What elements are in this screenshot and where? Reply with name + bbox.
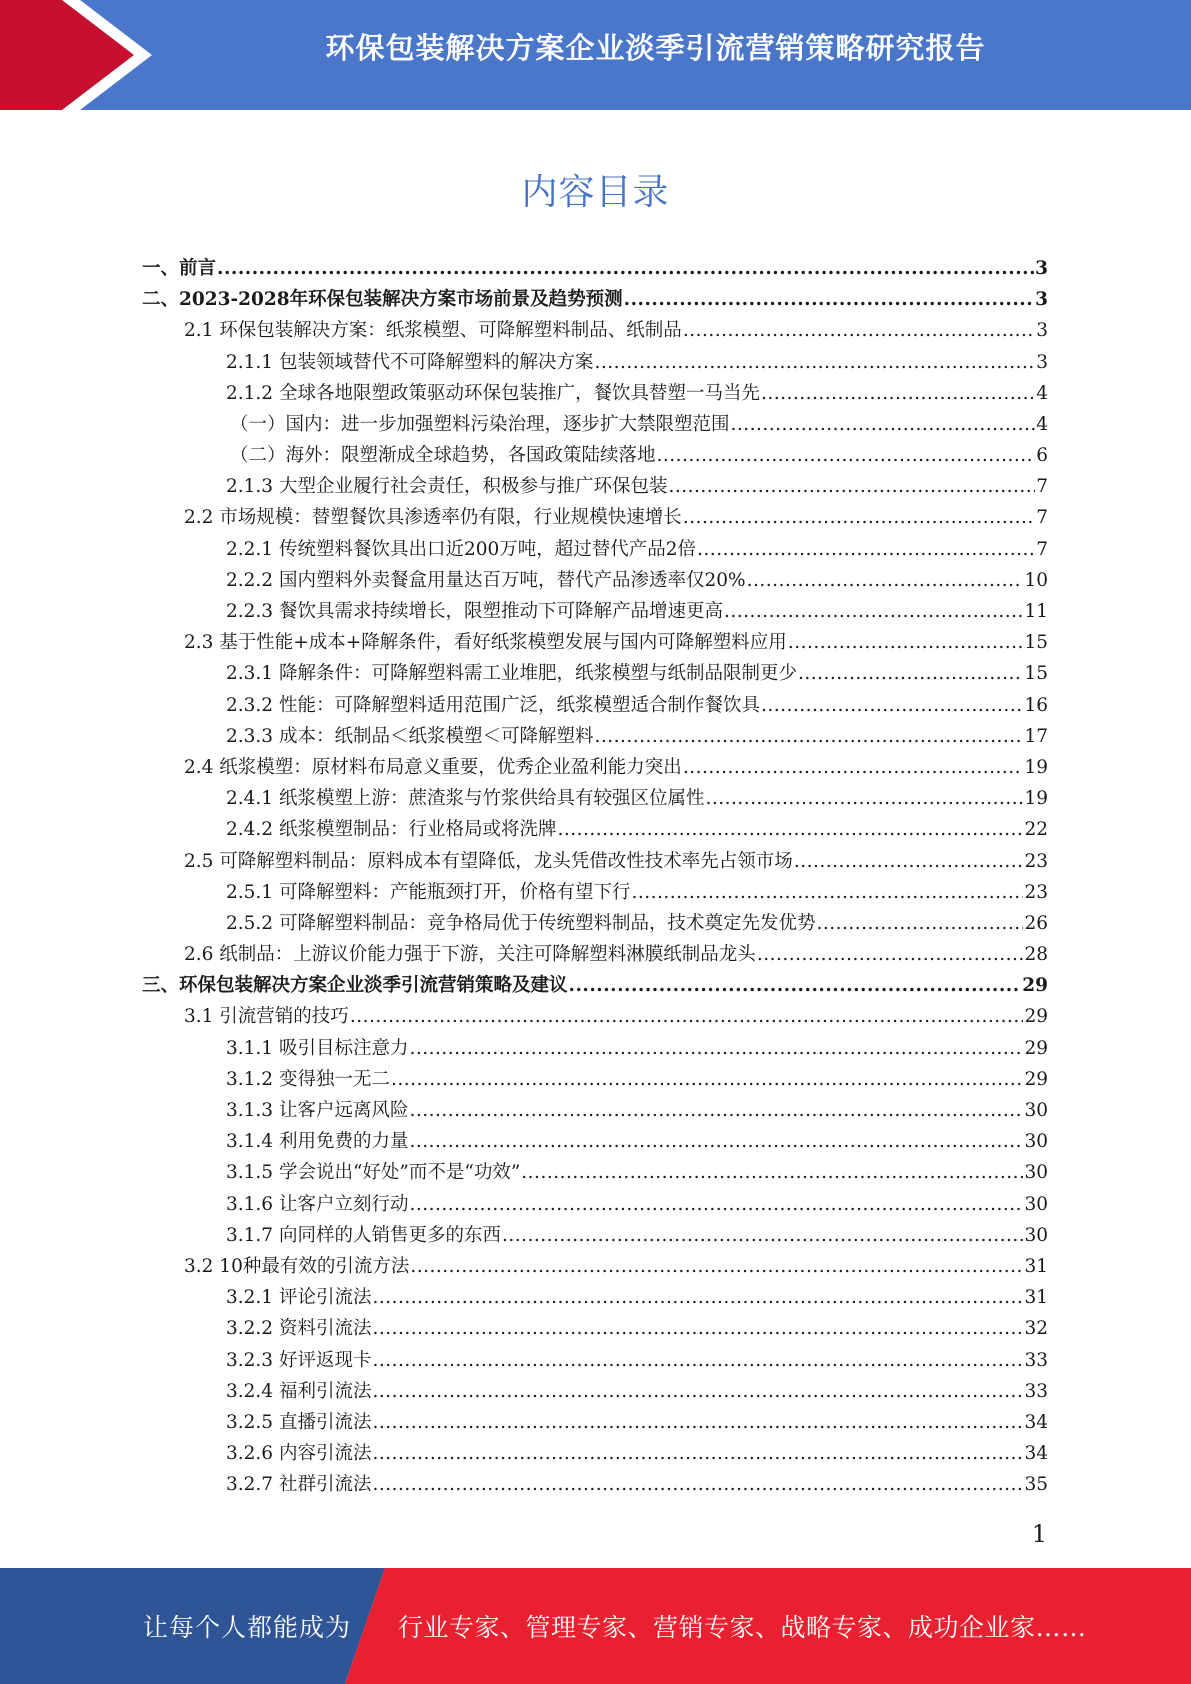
toc-leader-dots bbox=[731, 409, 1036, 440]
toc-entry[interactable] bbox=[142, 939, 1048, 970]
toc-entry[interactable] bbox=[142, 1282, 1048, 1313]
toc-entry-text: 2.6 纸制品：上游议价能力强于下游，关注可降解塑料淋膜纸制品龙头 bbox=[184, 944, 756, 966]
page-footer bbox=[0, 1568, 1191, 1684]
toc-leader-dots bbox=[372, 1313, 1023, 1344]
toc-entry-page: 33 bbox=[1024, 1380, 1048, 1402]
toc-entry[interactable] bbox=[142, 1345, 1048, 1376]
toc-leader-dots bbox=[372, 1407, 1023, 1438]
toc-entry-text: 2.5 可降解塑料制品：原料成本有望降低，龙头凭借改性技术率先占领市场 bbox=[184, 850, 793, 872]
toc-entry-text: 三、环保包装解决方案企业淡季引流营销策略及建议 bbox=[142, 975, 568, 997]
toc-entry-text: 3.2 10种最有效的引流方法 bbox=[184, 1255, 410, 1277]
page-number: 1 bbox=[1031, 1520, 1047, 1548]
toc-entry-page: 29 bbox=[1024, 1037, 1048, 1059]
toc-entry-page: 32 bbox=[1024, 1318, 1048, 1340]
toc-entry[interactable] bbox=[142, 1002, 1048, 1033]
toc-leader-dots bbox=[798, 658, 1023, 689]
toc-entry[interactable] bbox=[142, 503, 1048, 534]
toc-entry-page: 35 bbox=[1024, 1474, 1048, 1496]
toc-leader-dots bbox=[816, 908, 1023, 939]
toc-leader-dots bbox=[372, 1438, 1023, 1469]
toc-entry-page: 23 bbox=[1024, 850, 1048, 872]
toc-entry-page: 6 bbox=[1036, 445, 1048, 467]
toc-entry-text: 3.1 引流营销的技巧 bbox=[184, 1006, 349, 1028]
toc-leader-dots bbox=[409, 1126, 1023, 1157]
toc-entry-text: 2.4 纸浆模塑：原材料布局意义重要，优秀企业盈利能力突出 bbox=[184, 756, 682, 778]
toc-entry-text: 3.2.4 福利引流法 bbox=[226, 1380, 372, 1402]
toc-entry-page: 7 bbox=[1036, 507, 1048, 529]
toc-leader-dots bbox=[372, 1282, 1023, 1313]
toc-entry-text: 3.1.1 吸引目标注意力 bbox=[226, 1037, 409, 1059]
table-of-contents bbox=[142, 253, 1048, 1501]
toc-leader-dots bbox=[668, 471, 1035, 502]
toc-entry-text: 一、前言 bbox=[142, 257, 217, 279]
toc-entry-text: 3.1.7 向同样的人销售更多的东西 bbox=[226, 1224, 501, 1246]
toc-entry-text: 3.2.7 社群引流法 bbox=[226, 1474, 372, 1496]
toc-entry[interactable] bbox=[142, 690, 1048, 721]
toc-entry-page: 17 bbox=[1024, 725, 1048, 747]
toc-leader-dots bbox=[705, 783, 1023, 814]
toc-entry[interactable] bbox=[142, 908, 1048, 939]
toc-entry-text: 2.2.1 传统塑料餐饮具出口近200万吨，超过替代产品2倍 bbox=[226, 538, 697, 560]
toc-leader-dots bbox=[631, 877, 1023, 908]
toc-entry-page: 3 bbox=[1036, 351, 1048, 373]
header-red-chevron bbox=[0, 0, 160, 110]
toc-leader-dots bbox=[409, 1033, 1023, 1064]
toc-leader-dots bbox=[788, 627, 1024, 658]
toc-leader-dots bbox=[372, 1469, 1023, 1500]
toc-leader-dots bbox=[794, 846, 1024, 877]
toc-entry-page: 15 bbox=[1024, 632, 1048, 654]
toc-entry-page: 7 bbox=[1036, 476, 1048, 498]
toc-entry-text: 2.3.3 成本：纸制品＜纸浆模塑＜可降解塑料 bbox=[226, 725, 594, 747]
toc-entry[interactable] bbox=[142, 970, 1048, 1001]
toc-entry-page: 30 bbox=[1024, 1131, 1048, 1153]
toc-entry[interactable] bbox=[142, 783, 1048, 814]
toc-entry[interactable] bbox=[142, 253, 1048, 284]
toc-leader-dots bbox=[761, 690, 1023, 721]
toc-entry-page: 10 bbox=[1024, 569, 1048, 591]
toc-entry[interactable] bbox=[142, 1438, 1048, 1469]
toc-entry-page: 4 bbox=[1036, 413, 1048, 435]
toc-entry-text: 2.2 市场规模：替塑餐饮具渗透率仍有限，行业规模快速增长 bbox=[184, 507, 682, 529]
toc-leader-dots bbox=[747, 565, 1024, 596]
toc-entry[interactable] bbox=[142, 877, 1048, 908]
toc-entry[interactable] bbox=[142, 315, 1048, 346]
toc-entry-text: 2.2.3 餐饮具需求持续增长，限塑推动下可降解产品增速更高 bbox=[226, 601, 723, 623]
header-title: 环保包装解决方案企业淡季引流营销策略研究报告 bbox=[325, 31, 986, 65]
toc-leader-dots bbox=[683, 752, 1024, 783]
toc-entry[interactable] bbox=[142, 471, 1048, 502]
toc-entry-text: 2.1.1 包装领域替代不可降解塑料的解决方案 bbox=[226, 351, 594, 373]
toc-entry-text: 3.1.5 学会说出“好处”而不是“功效” bbox=[226, 1162, 521, 1184]
toc-entry[interactable] bbox=[142, 1220, 1048, 1251]
toc-entry-text: 3.2.5 直播引流法 bbox=[226, 1411, 372, 1433]
toc-entry-text: 2.4.1 纸浆模塑上游：蔗渣浆与竹浆供给具有较强区位属性 bbox=[226, 788, 705, 810]
toc-entry-page: 3 bbox=[1036, 320, 1048, 342]
toc-entry-page: 34 bbox=[1024, 1411, 1048, 1433]
toc-entry[interactable] bbox=[142, 409, 1048, 440]
toc-entry-text: 2.4.2 纸浆模塑制品：行业格局或将洗牌 bbox=[226, 819, 557, 841]
toc-entry-page: 28 bbox=[1024, 944, 1048, 966]
toc-entry-text: 3.2.2 资料引流法 bbox=[226, 1318, 372, 1340]
toc-leader-dots bbox=[594, 721, 1023, 752]
toc-leader-dots bbox=[409, 1189, 1023, 1220]
toc-entry[interactable] bbox=[142, 534, 1048, 565]
toc-entry-text: 2.2.2 国内塑料外卖餐盒用量达百万吨，替代产品渗透率仅20% bbox=[226, 569, 746, 591]
toc-entry-page: 11 bbox=[1024, 601, 1048, 623]
toc-leader-dots bbox=[761, 378, 1035, 409]
toc-entry[interactable] bbox=[142, 1157, 1048, 1188]
toc-entry-page: 30 bbox=[1024, 1224, 1048, 1246]
toc-entry[interactable] bbox=[142, 1126, 1048, 1157]
toc-leader-dots bbox=[350, 1001, 1024, 1032]
toc-entry-page: 22 bbox=[1024, 819, 1048, 841]
toc-leader-dots bbox=[409, 1095, 1023, 1126]
toc-entry-page: 3 bbox=[1035, 289, 1048, 311]
toc-leader-dots bbox=[657, 440, 1036, 471]
toc-leader-dots bbox=[372, 1345, 1023, 1376]
toc-entry-text: 二、2023-2028年环保包装解决方案市场前景及趋势预测 bbox=[142, 289, 623, 311]
toc-entry-page: 29 bbox=[1024, 1006, 1048, 1028]
toc-entry-text: 3.1.2 变得独一无二 bbox=[226, 1068, 390, 1090]
toc-entry-text: 3.2.6 内容引流法 bbox=[226, 1443, 372, 1465]
footer-slogan-right: 行业专家、管理专家、营销专家、战略专家、成功企业家…… bbox=[398, 1613, 1087, 1642]
toc-entry[interactable] bbox=[142, 284, 1048, 315]
toc-entry[interactable] bbox=[142, 1033, 1048, 1064]
toc-entry-text: 2.1.3 大型企业履行社会责任，积极参与推广环保包装 bbox=[226, 476, 668, 498]
toc-entry[interactable] bbox=[142, 627, 1048, 658]
toc-entry[interactable] bbox=[142, 1064, 1048, 1095]
toc-entry[interactable] bbox=[142, 814, 1048, 845]
toc-entry[interactable] bbox=[142, 378, 1048, 409]
toc-entry[interactable] bbox=[142, 846, 1048, 877]
toc-entry-page: 23 bbox=[1024, 881, 1048, 903]
toc-leader-dots bbox=[683, 502, 1035, 533]
footer-slogan-left: 让每个人都能成为 bbox=[143, 1613, 352, 1642]
toc-leader-dots bbox=[624, 284, 1034, 315]
toc-entry-page: 30 bbox=[1024, 1162, 1048, 1184]
toc-entry[interactable] bbox=[142, 658, 1048, 689]
toc-leader-dots bbox=[724, 596, 1023, 627]
toc-entry-page: 34 bbox=[1024, 1443, 1048, 1465]
toc-leader-dots bbox=[391, 1064, 1023, 1095]
toc-leader-dots bbox=[502, 1220, 1023, 1251]
toc-entry-text: 3.1.4 利用免费的力量 bbox=[226, 1131, 409, 1153]
toc-entry-text: 2.3.1 降解条件：可降解塑料需工业堆肥，纸浆模塑与纸制品限制更少 bbox=[226, 663, 797, 685]
toc-leader-dots bbox=[557, 814, 1023, 845]
toc-entry[interactable] bbox=[142, 752, 1048, 783]
toc-entry[interactable] bbox=[142, 1313, 1048, 1344]
toc-leader-dots bbox=[683, 315, 1035, 346]
toc-entry-page: 33 bbox=[1024, 1349, 1048, 1371]
toc-leader-dots bbox=[410, 1251, 1023, 1282]
toc-entry-page: 4 bbox=[1036, 382, 1048, 404]
toc-entry-text: 2.5.2 可降解塑料制品：竞争格局优于传统塑料制品，技术奠定先发优势 bbox=[226, 912, 816, 934]
toc-leader-dots bbox=[757, 939, 1024, 970]
toc-entry-text: 2.1 环保包装解决方案：纸浆模塑、可降解塑料制品、纸制品 bbox=[184, 320, 682, 342]
toc-entry-text: 3.1.3 让客户远离风险 bbox=[226, 1100, 409, 1122]
toc-entry[interactable] bbox=[142, 1376, 1048, 1407]
toc-entry[interactable] bbox=[142, 596, 1048, 627]
toc-entry[interactable] bbox=[142, 347, 1048, 378]
toc-entry-page: 29 bbox=[1024, 1068, 1048, 1090]
toc-entry-page: 30 bbox=[1024, 1193, 1048, 1215]
toc-entry[interactable] bbox=[142, 1469, 1048, 1500]
toc-entry-text: （二）海外：限塑渐成全球趋势，各国政策陆续落地 bbox=[230, 445, 656, 467]
toc-entry[interactable] bbox=[142, 721, 1048, 752]
toc-entry-page: 3 bbox=[1035, 257, 1048, 279]
toc-entry[interactable] bbox=[142, 440, 1048, 471]
toc-leader-dots bbox=[217, 253, 1034, 284]
toc-entry[interactable] bbox=[142, 1095, 1048, 1126]
toc-entry-page: 15 bbox=[1024, 663, 1048, 685]
toc-entry-page: 29 bbox=[1022, 975, 1048, 997]
toc-entry[interactable] bbox=[142, 1251, 1048, 1282]
page-header bbox=[0, 0, 1191, 110]
toc-entry-text: 3.2.1 评论引流法 bbox=[226, 1287, 372, 1309]
toc-entry-page: 31 bbox=[1024, 1287, 1048, 1309]
toc-entry[interactable] bbox=[142, 565, 1048, 596]
toc-entry[interactable] bbox=[142, 1189, 1048, 1220]
toc-entry-page: 16 bbox=[1024, 694, 1048, 716]
toc-leader-dots bbox=[594, 347, 1035, 378]
toc-leader-dots bbox=[372, 1376, 1023, 1407]
toc-entry-text: 2.3.2 性能：可降解塑料适用范围广泛，纸浆模塑适合制作餐饮具 bbox=[226, 694, 760, 716]
toc-entry-text: 3.1.6 让客户立刻行动 bbox=[226, 1193, 409, 1215]
toc-entry[interactable] bbox=[142, 1407, 1048, 1438]
toc-entry-page: 19 bbox=[1024, 788, 1048, 810]
toc-entry-page: 7 bbox=[1036, 538, 1048, 560]
toc-entry-page: 26 bbox=[1024, 912, 1048, 934]
toc-leader-dots bbox=[521, 1157, 1023, 1188]
toc-entry-text: 2.5.1 可降解塑料：产能瓶颈打开，价格有望下行 bbox=[226, 881, 631, 903]
toc-entry-text: 3.2.3 好评返现卡 bbox=[226, 1349, 372, 1371]
toc-entry-text: 2.3 基于性能+成本+降解条件，看好纸浆模塑发展与国内可降解塑料应用 bbox=[184, 632, 787, 654]
toc-title: 内容目录 bbox=[521, 172, 670, 213]
toc-leader-dots bbox=[697, 534, 1035, 565]
toc-entry-text: （一）国内：进一步加强塑料污染治理，逐步扩大禁限塑范围 bbox=[230, 413, 730, 435]
toc-entry-text: 2.1.2 全球各地限塑政策驱动环保包装推广，餐饮具替塑一马当先 bbox=[226, 382, 760, 404]
toc-leader-dots bbox=[569, 970, 1022, 1001]
toc-entry-page: 30 bbox=[1024, 1100, 1048, 1122]
toc-entry-page: 31 bbox=[1024, 1255, 1048, 1277]
toc-entry-page: 19 bbox=[1024, 756, 1048, 778]
